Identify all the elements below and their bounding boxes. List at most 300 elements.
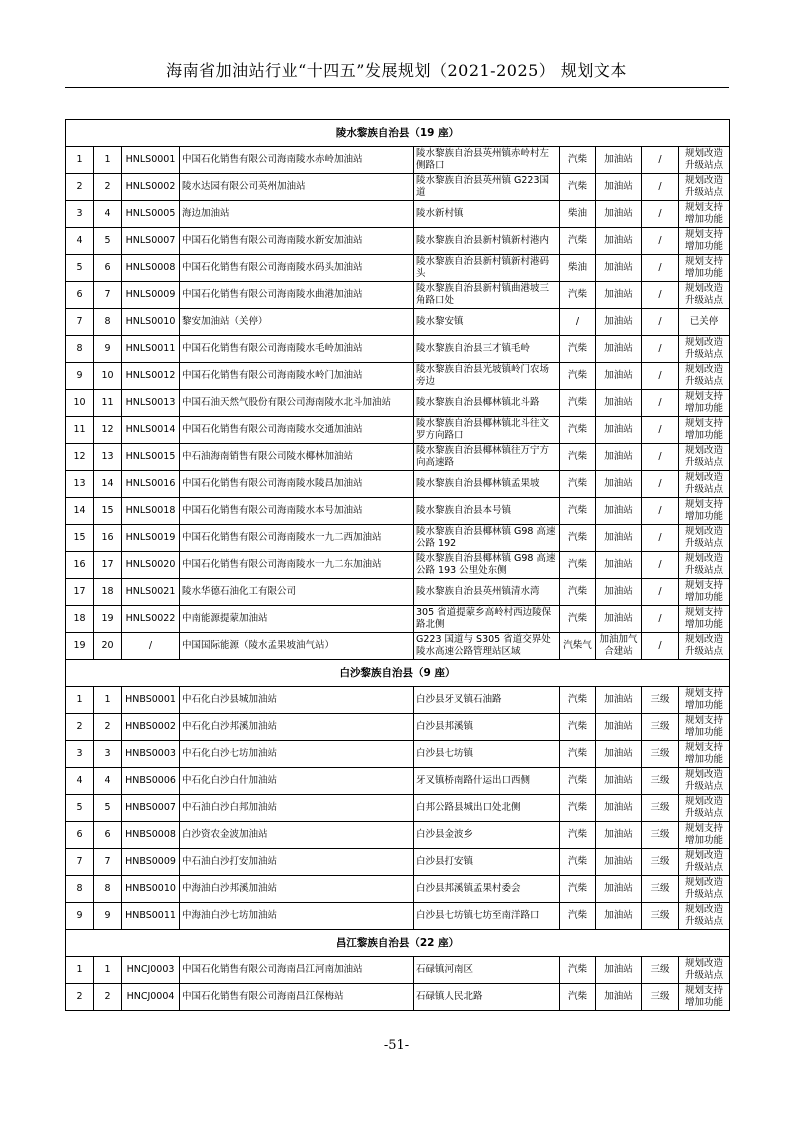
station-grade: 三级 <box>642 795 679 822</box>
station-address: 陵水黎族自治县椰林镇 G98 高速公路 193 公里处东侧 <box>414 552 560 579</box>
plan-status: 规划改造升级站点 <box>679 552 730 579</box>
station-number: 4 <box>94 768 122 795</box>
row-index: 7 <box>66 309 94 336</box>
fuel-type: 汽柴 <box>560 498 596 525</box>
plan-status: 规划改造升级站点 <box>679 336 730 363</box>
station-address: 陵水黎族自治县本号镇 <box>414 498 560 525</box>
fuel-type: 汽柴 <box>560 228 596 255</box>
station-type: 加油站 <box>596 687 642 714</box>
station-type: 加油站 <box>596 201 642 228</box>
row-index: 2 <box>66 984 94 1011</box>
station-type: 加油站 <box>596 876 642 903</box>
fuel-type: 汽柴 <box>560 714 596 741</box>
station-number: 15 <box>94 498 122 525</box>
station-name: 中石油海南销售有限公司陵水椰林加油站 <box>180 444 414 471</box>
table-row <box>66 552 730 579</box>
plan-status: 规划改造升级站点 <box>679 282 730 309</box>
table-row <box>66 741 730 768</box>
station-name: 中国石化销售有限公司海南陵水岭门加油站 <box>180 363 414 390</box>
station-grade: 三级 <box>642 903 679 930</box>
station-name: 中国石化销售有限公司海南陵水本号加油站 <box>180 498 414 525</box>
table-row <box>66 957 730 984</box>
section-header <box>66 660 730 687</box>
station-code: HNLS0016 <box>122 471 180 498</box>
station-code: HNBS0009 <box>122 849 180 876</box>
station-name: 中南能源提蒙加油站 <box>180 606 414 633</box>
plan-status: 规划改造升级站点 <box>679 633 730 660</box>
row-index: 8 <box>66 876 94 903</box>
station-type: 加油站 <box>596 741 642 768</box>
plan-status: 规划改造升级站点 <box>679 876 730 903</box>
station-address: 陵水黎族自治县新村镇新村港码头 <box>414 255 560 282</box>
plan-status: 规划支持增加功能 <box>679 498 730 525</box>
station-name: 中石化白沙白什加油站 <box>180 768 414 795</box>
station-code: HNLS0009 <box>122 282 180 309</box>
station-grade: / <box>642 633 679 660</box>
station-grade: / <box>642 147 679 174</box>
fuel-type: 汽柴 <box>560 849 596 876</box>
station-number: 5 <box>94 795 122 822</box>
fuel-type: 汽柴 <box>560 444 596 471</box>
station-number: 9 <box>94 903 122 930</box>
station-type: 加油站 <box>596 282 642 309</box>
plan-status: 规划改造升级站点 <box>679 444 730 471</box>
table-row <box>66 390 730 417</box>
plan-status: 规划支持增加功能 <box>679 417 730 444</box>
station-name: 中国石化销售有限公司海南昌江河南加油站 <box>180 957 414 984</box>
station-code: HNLS0012 <box>122 363 180 390</box>
station-code: HNCJ0004 <box>122 984 180 1011</box>
fuel-type: 汽柴 <box>560 741 596 768</box>
fuel-type: 汽柴 <box>560 471 596 498</box>
plan-status: 规划支持增加功能 <box>679 390 730 417</box>
station-type: 加油站 <box>596 957 642 984</box>
row-index: 6 <box>66 282 94 309</box>
row-index: 3 <box>66 741 94 768</box>
row-index: 18 <box>66 606 94 633</box>
station-address: 陵水黎族自治县英州镇 G223国道 <box>414 174 560 201</box>
station-grade: / <box>642 255 679 282</box>
page-number: -51- <box>383 1038 410 1053</box>
station-address: 白沙县金波乡 <box>414 822 560 849</box>
station-number: 3 <box>94 741 122 768</box>
station-number: 7 <box>94 849 122 876</box>
plan-status: 规划改造升级站点 <box>679 471 730 498</box>
station-address: 石碌镇人民北路 <box>414 984 560 1011</box>
fuel-type: 汽柴 <box>560 984 596 1011</box>
table-row <box>66 579 730 606</box>
row-index: 3 <box>66 201 94 228</box>
fuel-type: 汽柴气 <box>560 633 596 660</box>
station-name: 中国石化销售有限公司海南陵水交通加油站 <box>180 417 414 444</box>
table-row <box>66 147 730 174</box>
fuel-type: 汽柴 <box>560 417 596 444</box>
station-number: 5 <box>94 228 122 255</box>
row-index: 1 <box>66 957 94 984</box>
station-name: 中海油白沙七坊加油站 <box>180 903 414 930</box>
station-name: 中石油白沙白邦加油站 <box>180 795 414 822</box>
station-grade: / <box>642 201 679 228</box>
station-code: HNLS0007 <box>122 228 180 255</box>
fuel-type: 汽柴 <box>560 876 596 903</box>
plan-status: 规划改造升级站点 <box>679 903 730 930</box>
station-number: 19 <box>94 606 122 633</box>
plan-status: 规划支持增加功能 <box>679 201 730 228</box>
fuel-type: 汽柴 <box>560 552 596 579</box>
table-row <box>66 876 730 903</box>
table-row <box>66 687 730 714</box>
row-index: 5 <box>66 255 94 282</box>
row-index: 17 <box>66 579 94 606</box>
station-number: 2 <box>94 984 122 1011</box>
station-type: 加油站 <box>596 417 642 444</box>
row-index: 8 <box>66 336 94 363</box>
row-index: 19 <box>66 633 94 660</box>
station-grade: / <box>642 579 679 606</box>
station-name: 中国石化销售有限公司海南陵水码头加油站 <box>180 255 414 282</box>
station-number: 11 <box>94 390 122 417</box>
station-type: 加油站 <box>596 174 642 201</box>
table-row <box>66 228 730 255</box>
station-code: HNBS0006 <box>122 768 180 795</box>
station-number: 10 <box>94 363 122 390</box>
station-code: HNBS0003 <box>122 741 180 768</box>
station-address: 陵水黎族自治县新村镇曲港坡三角路口处 <box>414 282 560 309</box>
station-name: 中国石化销售有限公司海南陵水陵昌加油站 <box>180 471 414 498</box>
row-index: 9 <box>66 903 94 930</box>
fuel-type: 汽柴 <box>560 687 596 714</box>
plan-status: 规划改造升级站点 <box>679 795 730 822</box>
station-type: 加油加气合建站 <box>596 633 642 660</box>
station-address: 陵水黎族自治县椰林镇往万宁方向高速路 <box>414 444 560 471</box>
table-row <box>66 822 730 849</box>
table-row <box>66 606 730 633</box>
station-code: HNLS0014 <box>122 417 180 444</box>
table-row <box>66 255 730 282</box>
plan-status: 规划支持增加功能 <box>679 741 730 768</box>
fuel-type: 汽柴 <box>560 363 596 390</box>
row-index: 4 <box>66 768 94 795</box>
table-row <box>66 984 730 1011</box>
plan-status: 规划改造升级站点 <box>679 849 730 876</box>
station-number: 4 <box>94 201 122 228</box>
station-number: 9 <box>94 336 122 363</box>
station-type: 加油站 <box>596 228 642 255</box>
station-grade: / <box>642 309 679 336</box>
station-code: HNLS0002 <box>122 174 180 201</box>
station-code: HNLS0001 <box>122 147 180 174</box>
station-number: 6 <box>94 822 122 849</box>
station-code: HNLS0019 <box>122 525 180 552</box>
station-address: 陵水新村镇 <box>414 201 560 228</box>
plan-status: 规划支持增加功能 <box>679 822 730 849</box>
station-grade: / <box>642 336 679 363</box>
fuel-type: 汽柴 <box>560 822 596 849</box>
plan-status: 规划支持增加功能 <box>679 228 730 255</box>
row-index: 12 <box>66 444 94 471</box>
station-grade: / <box>642 444 679 471</box>
table-row <box>66 201 730 228</box>
station-code: HNBS0002 <box>122 714 180 741</box>
fuel-type: 汽柴 <box>560 147 596 174</box>
station-type: 加油站 <box>596 390 642 417</box>
station-address: 白沙县邦溪镇 <box>414 714 560 741</box>
station-code: HNLS0015 <box>122 444 180 471</box>
station-code: HNLS0022 <box>122 606 180 633</box>
station-code: / <box>122 633 180 660</box>
station-name: 中石化白沙七坊加油站 <box>180 741 414 768</box>
fuel-type: 柴油 <box>560 201 596 228</box>
station-number: 8 <box>94 876 122 903</box>
fuel-type: 柴油 <box>560 255 596 282</box>
station-address: 陵水黎族自治县椰林镇孟果坡 <box>414 471 560 498</box>
station-grade: / <box>642 552 679 579</box>
station-type: 加油站 <box>596 147 642 174</box>
table-row <box>66 444 730 471</box>
station-grade: 三级 <box>642 957 679 984</box>
table-row <box>66 336 730 363</box>
table-row <box>66 417 730 444</box>
station-address: 陵水黎族自治县英州镇清水湾 <box>414 579 560 606</box>
station-address: 陵水黎族自治县三才镇毛岭 <box>414 336 560 363</box>
station-type: 加油站 <box>596 714 642 741</box>
station-grade: / <box>642 390 679 417</box>
page-header: 海南省加油站行业“十四五”发展规划（2021-2025） 规划文本 <box>166 61 627 80</box>
station-type: 加油站 <box>596 606 642 633</box>
fuel-type: 汽柴 <box>560 957 596 984</box>
station-name: 中国国际能源（陵水孟果坡油气站） <box>180 633 414 660</box>
station-grade: / <box>642 498 679 525</box>
station-name: 中国石化销售有限公司海南陵水一九二东加油站 <box>180 552 414 579</box>
station-name: 陵水达园有限公司英州加油站 <box>180 174 414 201</box>
station-address: 陵水黎族自治县椰林镇北斗往文罗方向路口 <box>414 417 560 444</box>
fuel-type: 汽柴 <box>560 795 596 822</box>
station-number: 13 <box>94 444 122 471</box>
station-number: 12 <box>94 417 122 444</box>
station-number: 20 <box>94 633 122 660</box>
station-grade: / <box>642 471 679 498</box>
table-row <box>66 903 730 930</box>
station-grade: 三级 <box>642 741 679 768</box>
station-number: 8 <box>94 309 122 336</box>
station-code: HNLS0013 <box>122 390 180 417</box>
station-type: 加油站 <box>596 822 642 849</box>
station-address: 白沙县七坊镇 <box>414 741 560 768</box>
row-index: 11 <box>66 417 94 444</box>
station-type: 加油站 <box>596 768 642 795</box>
station-code: HNLS0008 <box>122 255 180 282</box>
header-rule <box>65 87 729 88</box>
station-grade: / <box>642 606 679 633</box>
station-code: HNLS0005 <box>122 201 180 228</box>
station-grade: 三级 <box>642 984 679 1011</box>
fuel-type: 汽柴 <box>560 282 596 309</box>
station-name: 中石油白沙打安加油站 <box>180 849 414 876</box>
station-address: 白邦公路县城出口处北侧 <box>414 795 560 822</box>
station-number: 1 <box>94 957 122 984</box>
station-grade: / <box>642 282 679 309</box>
station-name: 中国石化销售有限公司海南昌江保梅站 <box>180 984 414 1011</box>
station-number: 2 <box>94 714 122 741</box>
plan-status: 规划支持增加功能 <box>679 255 730 282</box>
section-title: 昌江黎族自治县（22 座） <box>66 930 730 957</box>
section-title: 陵水黎族自治县（19 座） <box>66 120 730 147</box>
row-index: 2 <box>66 714 94 741</box>
row-index: 6 <box>66 822 94 849</box>
fuel-type: 汽柴 <box>560 525 596 552</box>
station-type: 加油站 <box>596 363 642 390</box>
row-index: 16 <box>66 552 94 579</box>
station-code: HNLS0020 <box>122 552 180 579</box>
station-address: 陵水黎族自治县椰林镇北斗路 <box>414 390 560 417</box>
plan-status: 规划改造升级站点 <box>679 174 730 201</box>
section-header <box>66 120 730 147</box>
station-code: HNLS0010 <box>122 309 180 336</box>
station-name: 中国石化销售有限公司海南陵水毛岭加油站 <box>180 336 414 363</box>
station-grade: / <box>642 174 679 201</box>
plan-status: 规划改造升级站点 <box>679 363 730 390</box>
station-name: 中石化白沙县城加油站 <box>180 687 414 714</box>
station-address: 陵水黎族自治县英州镇赤岭村左侧路口 <box>414 147 560 174</box>
station-code: HNLS0018 <box>122 498 180 525</box>
station-address: 陵水黎族自治县光坡镇岭门农场旁边 <box>414 363 560 390</box>
station-grade: 三级 <box>642 768 679 795</box>
station-code: HNBS0011 <box>122 903 180 930</box>
table-row <box>66 282 730 309</box>
section-header <box>66 930 730 957</box>
station-address: 牙叉镇桥南路什运出口西侧 <box>414 768 560 795</box>
table-row <box>66 849 730 876</box>
table-row <box>66 714 730 741</box>
row-index: 13 <box>66 471 94 498</box>
section-title: 白沙黎族自治县（9 座） <box>66 660 730 687</box>
row-index: 1 <box>66 687 94 714</box>
row-index: 10 <box>66 390 94 417</box>
plan-status: 规划支持增加功能 <box>679 714 730 741</box>
plan-status: 规划改造升级站点 <box>679 768 730 795</box>
plan-status: 规划支持增加功能 <box>679 606 730 633</box>
plan-status: 已关停 <box>679 309 730 336</box>
row-index: 4 <box>66 228 94 255</box>
station-number: 7 <box>94 282 122 309</box>
station-grade: / <box>642 363 679 390</box>
fuel-type: 汽柴 <box>560 174 596 201</box>
station-name: 中国石化销售有限公司海南陵水赤岭加油站 <box>180 147 414 174</box>
table-row <box>66 309 730 336</box>
station-code: HNBS0001 <box>122 687 180 714</box>
table-row <box>66 363 730 390</box>
plan-status: 规划支持增加功能 <box>679 579 730 606</box>
station-type: 加油站 <box>596 795 642 822</box>
station-name: 中国石化销售有限公司海南陵水曲港加油站 <box>180 282 414 309</box>
table-row <box>66 525 730 552</box>
row-index: 2 <box>66 174 94 201</box>
station-type: 加油站 <box>596 336 642 363</box>
station-address: 白沙县七坊镇七坊至南洋路口 <box>414 903 560 930</box>
station-code: HNBS0008 <box>122 822 180 849</box>
station-name: 黎安加油站（关停） <box>180 309 414 336</box>
station-code: HNBS0007 <box>122 795 180 822</box>
station-address: 陵水黎族自治县椰林镇 G98 高速公路 192 <box>414 525 560 552</box>
station-type: 加油站 <box>596 471 642 498</box>
station-type: 加油站 <box>596 984 642 1011</box>
station-number: 14 <box>94 471 122 498</box>
station-address: 305 省道提蒙乡高岭村西边陵保路北侧 <box>414 606 560 633</box>
fuel-type: 汽柴 <box>560 579 596 606</box>
station-address: 白沙县打安镇 <box>414 849 560 876</box>
station-address: 白沙县邦溪镇孟果村委会 <box>414 876 560 903</box>
plan-status: 规划支持增加功能 <box>679 984 730 1011</box>
row-index: 15 <box>66 525 94 552</box>
station-type: 加油站 <box>596 903 642 930</box>
station-grade: 三级 <box>642 849 679 876</box>
plan-status: 规划改造升级站点 <box>679 147 730 174</box>
station-name: 陵水华德石油化工有限公司 <box>180 579 414 606</box>
station-table <box>65 119 730 1011</box>
table-row <box>66 471 730 498</box>
station-name: 中国石化销售有限公司海南陵水一九二西加油站 <box>180 525 414 552</box>
station-grade: 三级 <box>642 822 679 849</box>
station-code: HNLS0011 <box>122 336 180 363</box>
station-type: 加油站 <box>596 498 642 525</box>
station-address: 石碌镇河南区 <box>414 957 560 984</box>
row-index: 5 <box>66 795 94 822</box>
station-grade: / <box>642 417 679 444</box>
table-row <box>66 768 730 795</box>
station-name: 海边加油站 <box>180 201 414 228</box>
fuel-type: 汽柴 <box>560 903 596 930</box>
station-name: 白沙资农金波加油站 <box>180 822 414 849</box>
station-address: 白沙县牙叉镇石油路 <box>414 687 560 714</box>
fuel-type: 汽柴 <box>560 336 596 363</box>
station-name: 中国石化销售有限公司海南陵水新安加油站 <box>180 228 414 255</box>
station-grade: / <box>642 525 679 552</box>
station-type: 加油站 <box>596 849 642 876</box>
table-row <box>66 174 730 201</box>
row-index: 14 <box>66 498 94 525</box>
station-type: 加油站 <box>596 309 642 336</box>
station-grade: 三级 <box>642 714 679 741</box>
station-name: 中石化白沙邦溪加油站 <box>180 714 414 741</box>
station-grade: 三级 <box>642 687 679 714</box>
station-number: 1 <box>94 147 122 174</box>
station-type: 加油站 <box>596 525 642 552</box>
fuel-type: 汽柴 <box>560 606 596 633</box>
station-number: 16 <box>94 525 122 552</box>
station-address: G223 国道与 S305 省道交界处陵水高速公路管理站区域 <box>414 633 560 660</box>
station-address: 陵水黎族自治县新村镇新村港内 <box>414 228 560 255</box>
table-row <box>66 633 730 660</box>
table-row <box>66 795 730 822</box>
fuel-type: 汽柴 <box>560 768 596 795</box>
station-number: 18 <box>94 579 122 606</box>
plan-status: 规划改造升级站点 <box>679 957 730 984</box>
station-grade: / <box>642 228 679 255</box>
station-type: 加油站 <box>596 444 642 471</box>
station-name: 中海油白沙邦溪加油站 <box>180 876 414 903</box>
plan-status: 规划改造升级站点 <box>679 525 730 552</box>
station-code: HNLS0021 <box>122 579 180 606</box>
plan-status: 规划支持增加功能 <box>679 687 730 714</box>
station-number: 6 <box>94 255 122 282</box>
station-type: 加油站 <box>596 579 642 606</box>
station-number: 1 <box>94 687 122 714</box>
row-index: 7 <box>66 849 94 876</box>
station-type: 加油站 <box>596 255 642 282</box>
table-row <box>66 498 730 525</box>
station-grade: 三级 <box>642 876 679 903</box>
fuel-type: 汽柴 <box>560 390 596 417</box>
